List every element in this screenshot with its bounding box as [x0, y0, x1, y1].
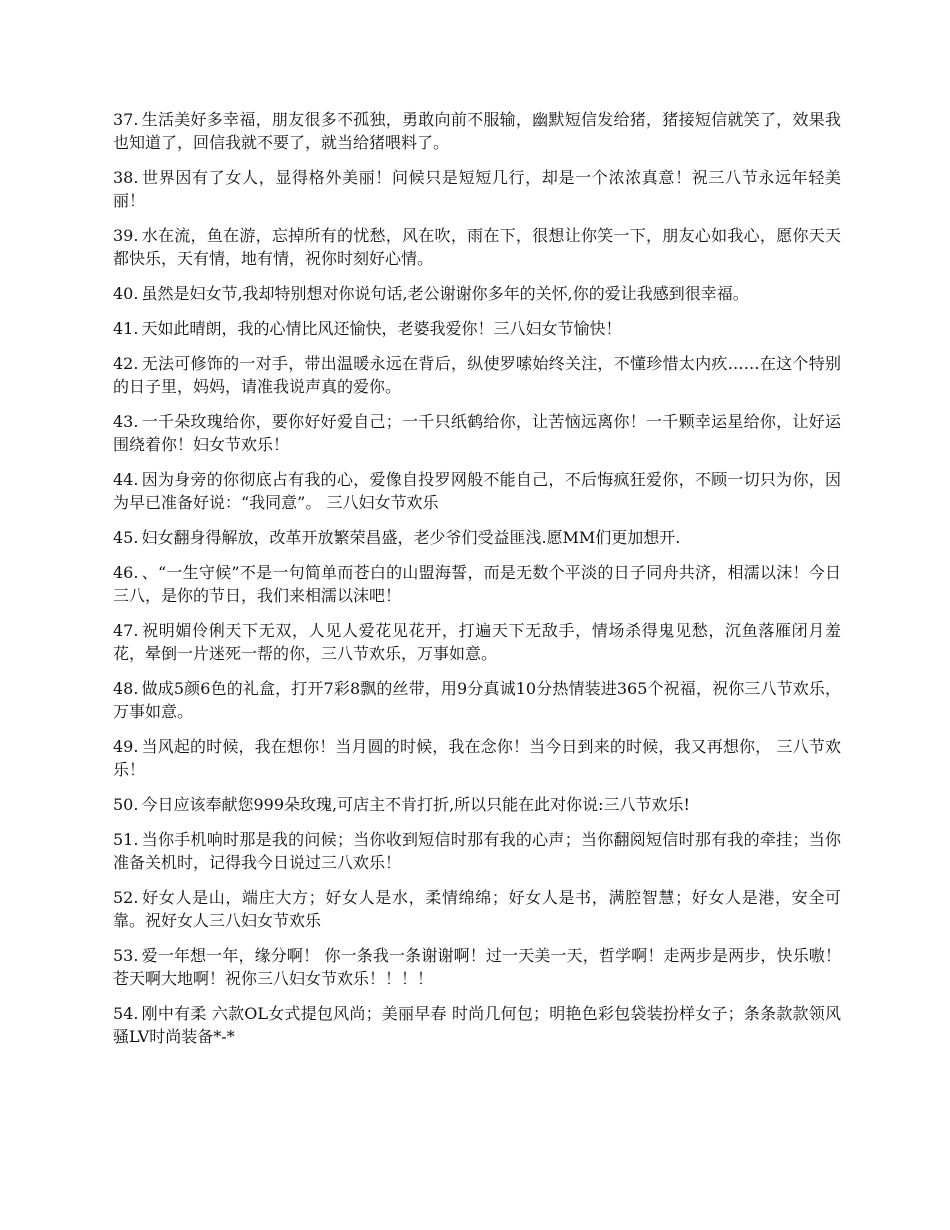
item-number: 47.: [113, 621, 139, 640]
list-item: [113, 224, 841, 270]
item-text: 当风起的时候，我在想你！当月圆的时候，我在念你！当今日到来的时候，我又再想你， 三八节欢乐！: [113, 737, 841, 779]
item-text: 世界因有了女人，显得格外美丽！问候只是短短几行，却是一个浓浓真意！祝三八节永远年轻美丽！: [113, 168, 841, 210]
item-text: 当你手机响时那是我的问候；当你收到短信时那有我的心声；当你翻阅短信时那有我的牵挂；当你准备关机时，记得我今日说过三八欢乐！: [113, 830, 841, 872]
list-item: [113, 282, 841, 305]
list-item: [113, 410, 841, 456]
item-number: 53.: [113, 946, 139, 965]
list-item: [113, 735, 841, 781]
item-text: 天如此晴朗，我的心情比风还愉快，老婆我爱你！三八妇女节愉快！: [141, 319, 622, 338]
item-text: 虽然是妇女节,我却特别想对你说句话,老公谢谢你多年的关怀,你的爱让我感到很幸福。: [141, 284, 749, 303]
item-number: 54.: [113, 1004, 139, 1023]
item-number: 37.: [113, 110, 139, 129]
item-number: 52.: [113, 888, 139, 907]
item-text: 一千朵玫瑰给你，要你好好爱自己；一千只纸鹤给你，让苦恼远离你！一千颗幸运星给你，让好运围绕着你！妇女节欢乐！: [113, 412, 841, 454]
list-item: [113, 561, 841, 607]
list-item: [113, 944, 841, 990]
list-item: [113, 317, 841, 340]
item-text: 生活美好多幸福，朋友很多不孤独，勇敢向前不服输，幽默短信发给猪，猪接短信就笑了，效果我也知道了，回信我就不要了，就当给猪喂料了。: [113, 110, 841, 152]
item-number: 49.: [113, 737, 139, 756]
item-number: 41.: [113, 319, 139, 338]
item-text: 今日应该奉献您999朵玫瑰,可店主不肯打折,所以只能在此对你说:三八节欢乐!: [141, 795, 690, 814]
item-number: 42.: [113, 354, 139, 373]
list-item: [113, 886, 841, 932]
item-number: 38.: [113, 168, 139, 187]
list-item: [113, 828, 841, 874]
item-number: 44.: [113, 470, 139, 489]
item-number: 46.: [113, 563, 139, 582]
list-item: [113, 352, 841, 398]
item-number: 39.: [113, 226, 139, 245]
item-number: 51.: [113, 830, 139, 849]
item-text: 做成5颜6色的礼盒，打开7彩8飘的丝带，用9分真诚10分热情装进365个祝福，祝你三八节欢乐，万事如意。: [113, 679, 841, 721]
item-number: 40.: [113, 284, 139, 303]
list-item: [113, 468, 841, 514]
item-number: 43.: [113, 412, 139, 431]
list-item: [113, 108, 841, 154]
list-item: [113, 677, 841, 723]
item-text: 好女人是山，端庄大方；好女人是水，柔情绵绵；好女人是书，满腔智慧；好女人是港，安全可靠。祝好女人三八妇女节欢乐: [113, 888, 841, 930]
item-text: 妇女翻身得解放，改革开放繁荣昌盛，老少爷们受益匪浅.愿MM们更加想开.: [141, 528, 681, 547]
document-page: [113, 108, 841, 1060]
item-number: 45.: [113, 528, 139, 547]
item-text: 祝明媚伶俐天下无双，人见人爱花见花开，打遍天下无敌手，情场杀得鬼见愁，沉鱼落雁闭月羞花，晕倒一片迷死一帮的你，三八节欢乐，万事如意。: [113, 621, 841, 663]
item-text: 无法可修饰的一对手，带出温暖永远在背后，纵使罗嗦始终关注，不懂珍惜太内疚……在这个特别的日子里，妈妈，请准我说声真的爱你。: [113, 354, 841, 396]
item-text: 爱一年想一年，缘分啊！ 你一条我一条谢谢啊！过一天美一天，哲学啊！走两步是两步，快乐嗷！苍天啊大地啊！祝你三八妇女节欢乐！！！！: [113, 946, 841, 988]
list-item: [113, 619, 841, 665]
list-item: [113, 166, 841, 212]
item-text: 水在流，鱼在游，忘掉所有的忧愁，风在吹，雨在下，很想让你笑一下，朋友心如我心，愿你天天都快乐，天有情，地有情，祝你时刻好心情。: [113, 226, 841, 268]
item-text: 、“一生守候”不是一句简单而苍白的山盟海誓，而是无数个平淡的日子同舟共济，相濡以沫！今日三八，是你的节日，我们来相濡以沫吧！: [113, 563, 841, 605]
item-number: 50.: [113, 795, 139, 814]
item-text: 因为身旁的你彻底占有我的心，爱像自投罗网般不能自己，不后悔疯狂爱你，不顾一切只为你，因为早已准备好说：“我同意”。 三八妇女节欢乐: [113, 470, 841, 512]
list-item: [113, 1002, 841, 1048]
item-text: 刚中有柔 六款OL女式提包风尚；美丽早春 时尚几何包；明艳色彩包袋装扮样女子；条条款款领风骚LV时尚装备*-*: [113, 1004, 841, 1046]
item-number: 48.: [113, 679, 139, 698]
list-item: [113, 526, 841, 549]
list-item: [113, 793, 841, 816]
